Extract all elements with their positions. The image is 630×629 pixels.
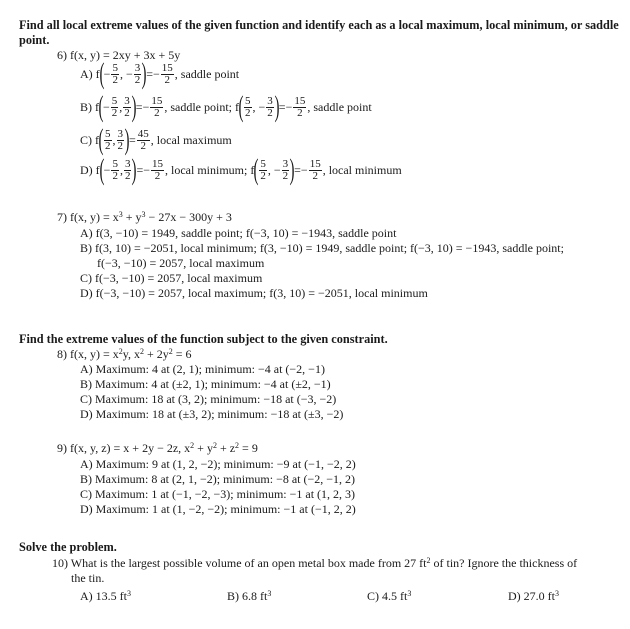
question-function: f(x, y) = 2xy + 3x + 5y bbox=[70, 48, 181, 62]
option-label: C) bbox=[80, 132, 92, 147]
q10-option-b[interactable]: B) 6.8 $ft^3$ bbox=[227, 589, 272, 603]
q7-option-b-cont[interactable]: f(−3, −10) = 2057, local maximum bbox=[97, 256, 265, 270]
q6-option-c[interactable]: C) f ( $\frac{5}{2}$ , $\frac{3}{2}$ ) = $\frac{45}{2}$ , local maximum bbox=[80, 123, 232, 156]
instruction-solve: Solve the problem. bbox=[19, 540, 117, 554]
q7-option-c[interactable]: C) f(−3, −10) = 2057, local maximum bbox=[80, 271, 263, 285]
minus: − bbox=[103, 66, 111, 81]
q8-option-a[interactable]: A) Maximum: 4 at (2, 1); minimum: −4 at (−2, −1) bbox=[80, 362, 325, 376]
left-paren: ( bbox=[99, 57, 105, 90]
q7-option-b[interactable]: B) f(3, 10) = −2051, local minimum; f(3, −10) = 1949, saddle point; f(−3, 10) = −1943, saddle point; bbox=[80, 241, 564, 255]
q8-option-c[interactable]: C) Maximum: 18 at (3, 2); minimum: −18 at (−3, −2) bbox=[80, 392, 337, 406]
q9-option-c[interactable]: C) Maximum: 1 at (−1, −2, −3); minimum: −1 at (1, 2, 3) bbox=[80, 487, 356, 501]
q10-option-c[interactable]: C) 4.5 $ft^3$ bbox=[367, 589, 412, 603]
fraction: $\frac{5}{2}$ bbox=[112, 61, 118, 86]
question-7: 7) f(x, $y) = x^3 + y^3 - 27x - 300y + 3$ bbox=[57, 210, 232, 224]
instruction-local-extrema: Find all local extreme values of the given function and identify each as a local maximum, local minimum, or saddle bbox=[19, 18, 619, 32]
q6-option-a[interactable]: A) f ( − $\frac{5}{2}$ , − $\frac{3}{2}$ ) = − $\frac{15}{2}$ , saddle point bbox=[80, 57, 240, 90]
q8-option-d[interactable]: D) Maximum: 18 at (±3, 2); minimum: −18 at (±3, −2) bbox=[80, 407, 344, 421]
right-paren: ) bbox=[141, 57, 147, 90]
q9-option-b[interactable]: B) Maximum: 8 at (2, 1, −2); minimum: −8 at (−2, −1, 2) bbox=[80, 472, 356, 486]
q7-option-a[interactable]: A) f(3, −10) = 1949, saddle point; f(−3, 10) = −1943, saddle point bbox=[80, 226, 397, 240]
instruction-local-extrema-cont: point. bbox=[19, 33, 50, 47]
f-symbol: f bbox=[95, 66, 100, 81]
q6-option-b[interactable]: B) f ( − $\frac{5}{2}$ , $\frac{3}{2}$ ) = − $\frac{15}{2}$ , saddle point; f ( $\frac{5}{2}$ , − $\frac{3}{2}$ ) = − $\frac{15}{2}$ , saddle point bbox=[80, 90, 372, 123]
q9-option-d[interactable]: D) Maximum: 1 at (1, −2, −2); minimum: −1 at (−1, 2, 2) bbox=[80, 502, 356, 516]
option-label: A) bbox=[80, 66, 93, 81]
q6-option-d[interactable]: D) f ( − $\frac{5}{2}$ , $\frac{3}{2}$ ) = − $\frac{15}{2}$ , local minimum; f ( $\frac{5}{2}$ , − $\frac{3}{2}$ ) = − $\frac{15}{2}$ , local minimum bbox=[80, 153, 402, 186]
q7-option-d[interactable]: D) f(−3, −10) = 2057, local maximum; f(3, 10) = −2051, local minimum bbox=[80, 286, 428, 300]
question-10: 10) What is the largest possible volume of an open metal box made from 27 $ft^2$ of tin? Ignore the thickness of bbox=[52, 556, 578, 570]
fraction: $\frac{3}{2}$ bbox=[134, 61, 141, 86]
q9-option-a[interactable]: A) Maximum: 9 at (1, 2, −2); minimum: −9 at (−1, −2, 2) bbox=[80, 457, 356, 471]
question-10-cont: the tin. bbox=[71, 571, 105, 585]
question-6 bbox=[57, 48, 180, 63]
question-9: 9) f(x, y, z) = x + 2y − 2z, $x^2 + y^2 + z^2 = 9$ bbox=[57, 441, 258, 455]
question-number: 6) bbox=[57, 48, 67, 62]
option-label: B) bbox=[80, 99, 92, 114]
q10-option-a[interactable]: A) 13.5 $ft^3$ bbox=[80, 589, 131, 603]
question-8: 8) f(x, $y) = x^2y$, $x^2 + 2y^2 = 6$ bbox=[57, 347, 192, 361]
fraction: $\frac{15}{2}$ bbox=[161, 61, 173, 86]
q10-option-d[interactable]: D) 27.0 $ft^3$ bbox=[508, 589, 559, 603]
instruction-constraint: Find the extreme values of the function subject to the given constraint. bbox=[19, 332, 388, 346]
q8-option-b[interactable]: B) Maximum: 4 at (±2, 1); minimum: −4 at (±2, −1) bbox=[80, 377, 331, 391]
option-label: D) bbox=[80, 162, 93, 177]
